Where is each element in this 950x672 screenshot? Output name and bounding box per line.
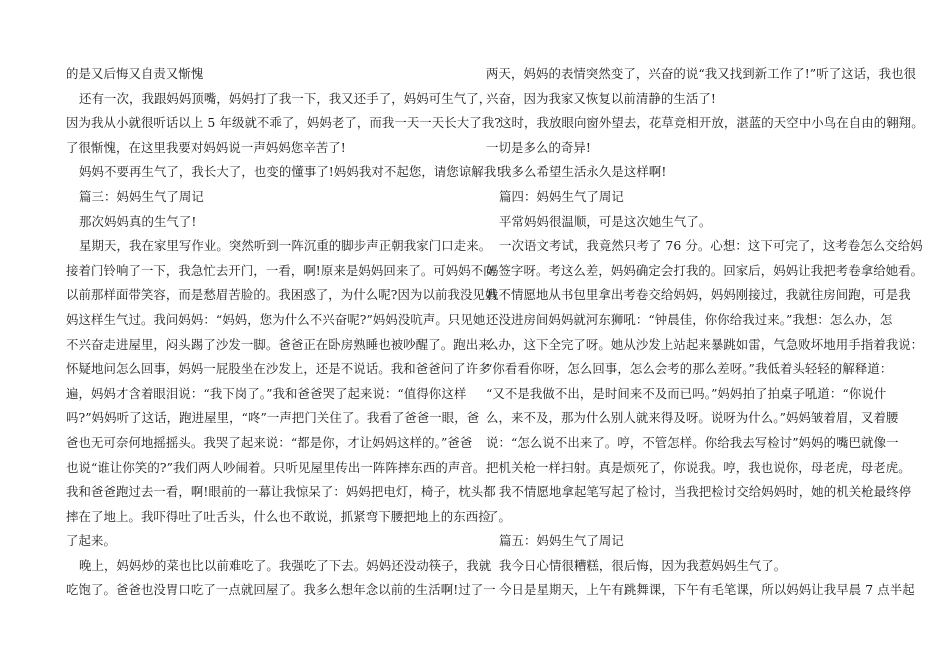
text-line: 篇三：妈妈生气了周记 [79, 188, 204, 204]
text-line: 星期天，我在家里写作业。突然听到一阵沉重的脚步声正朝我家门口走来。 [79, 238, 492, 254]
text-line: 说：“怎么说不出来了。哼，不管怎样。你给我去写检讨”妈妈的嘴巴就像一 [486, 434, 899, 450]
text-line: 我多么希望生活永久是这样啊! [499, 164, 667, 180]
text-line: “你看看你呀，怎么回事，怎么会考的那么差呀。”我低着头轻轻的解释道： [486, 361, 893, 377]
text-line: 那次妈妈真的生气了! [79, 213, 197, 229]
text-line: 我和爸爸跑过去一看，啊!眼前的一幕让我惊呆了：妈妈把电灯，椅子，枕头都 [66, 484, 496, 500]
right-column [486, 62, 924, 603]
text-line: 不兴奋走进屋里，闷头踢了沙发一脚。爸爸正在卧房熟睡也被吵醒了。跑出来 [66, 336, 491, 352]
text-line: “又不是我做不出，是时间来不及而已吗。”妈妈拍了拍桌子吼道：“你说什 [486, 385, 887, 401]
text-line: 吗?”妈妈听了这话，跑进屋里，“咚”一声把门关住了。我看了爸爸一眼，爸 [66, 410, 480, 426]
text-line: 怀疑地问怎么回事，妈妈一屁股坐在沙发上，还是不说话。我和爸爸问了许多 [66, 361, 491, 377]
text-line: 今日是星期天，上午有跳舞课，下午有毛笔课，所以妈妈让我早晨 7 点半起 [499, 582, 915, 598]
text-line: 一次语文考试，我竟然只考了 76 分。心想：这下可完了，这考卷怎么交给妈 [499, 238, 923, 254]
text-line: 妈妈不要再生气了，我长大了，也变的懂事了!妈妈我对不起您，请您谅解我! [79, 164, 502, 180]
text-line: 篇四：妈妈生气了周记 [499, 188, 624, 204]
text-line: 的是又后悔又自责又惭愧 [66, 66, 204, 81]
text-line: 两天，妈妈的表情突然变了，兴奋的说“我又找到新工作了!”听了这话，我也很 [486, 66, 917, 81]
text-line: 摔在了地上。我吓得吐了吐舌头，什么也不敢说，抓紧弯下腰把地上的东西捡 [66, 508, 491, 524]
text-line: 把机关枪一样扫射。真是烦死了，你说我。哼，我也说你，母老虎，母老虎。 [486, 459, 911, 475]
text-line: 了很惭愧，在这里我要对妈妈说一声妈妈您辛苦了! [66, 139, 346, 155]
text-line: 还没进房间妈妈就河东狮吼：“钟晨佳，你你给我过来。”我想：怎么办，怎 [486, 311, 893, 327]
text-line: 了。 [486, 508, 511, 524]
text-line: 吃饱了。爸爸也没胃口吃了一点就回屋了。我多么想年念以前的生活啊!过了一 [66, 582, 496, 598]
text-line: 也说“谁让你笑的?”我们两人吵闹着。只听见屋里传出一阵阵摔东西的声音。 [66, 459, 486, 475]
text-line: 还有一次，我跟妈妈顶嘴，妈妈打了我一下，我又还手了，妈妈可生气了， [79, 90, 492, 106]
text-line: 以前那样面带笑容，而是愁眉苦脸的。我困惑了，为什么呢?因为以前我没见妈 [66, 287, 498, 303]
text-line: 我不情愿地拿起笔写起了检讨，当我把检讨交给妈妈时，她的机关枪最终停 [499, 484, 912, 500]
text-line: 我今日心情很糟糕，很后悔，因为我惹妈妈生气了。 [499, 557, 787, 573]
text-line: 爸也无可奈何地摇摇头。我哭了起来说：“都是你，才让妈妈这样的。”爸爸 [66, 434, 473, 450]
text-line: 篇五：妈妈生气了周记 [499, 533, 624, 549]
left-column [66, 62, 502, 603]
text-line: 兴奋，因为我家又恢复以前清静的生活了! [486, 90, 716, 106]
text-line: 遍，妈妈才含着眼泪说：“我下岗了。”我和爸爸哭了起来说：“值得你这样 [66, 385, 467, 401]
text-line: 么，来不及，那为什么别人就来得及呀。说呀为什么。”妈妈皱着眉，叉着腰 [486, 410, 899, 426]
text-line: 了起来。 [66, 533, 116, 549]
text-line: 我不情愿地从书包里拿出考卷交给妈妈，妈妈刚接过，我就往房间跑，可是我 [486, 287, 911, 303]
text-line: 妈这样生气过。我问妈妈：“妈妈，您为什么不兴奋呢?”妈妈没吭声。只见她 [66, 311, 486, 327]
text-line: 一切是多么的奇异! [486, 139, 592, 155]
text-line: 这时，我放眼向窗外望去，花草竞相开放，湛蓝的天空中小鸟在自由的翱翔。 [499, 115, 924, 131]
text-line: 晚上，妈妈炒的菜也比以前难吃了。我强吃了下去。妈妈还没动筷子，我就 [79, 557, 492, 573]
text-line: 接着门铃响了一下，我急忙去开门，一看，啊!原来是妈妈回来了。可妈妈不向 [66, 262, 496, 278]
text-line: 么办，这下全完了呀。她从沙发上站起来暴跳如雷，气急败坏地用手指着我说： [486, 336, 924, 352]
text-line: 因为我从小就很听话以上 5 年级就不乖了，妈妈老了，而我一天一天长大了我? [66, 115, 501, 131]
text-line: 妈签字呀。考这么差，妈妈确定会打我的。回家后，妈妈让我把考卷拿给她看。 [486, 262, 924, 278]
text-line: 平常妈妈很温顺，可是这次她生气了。 [499, 213, 712, 229]
